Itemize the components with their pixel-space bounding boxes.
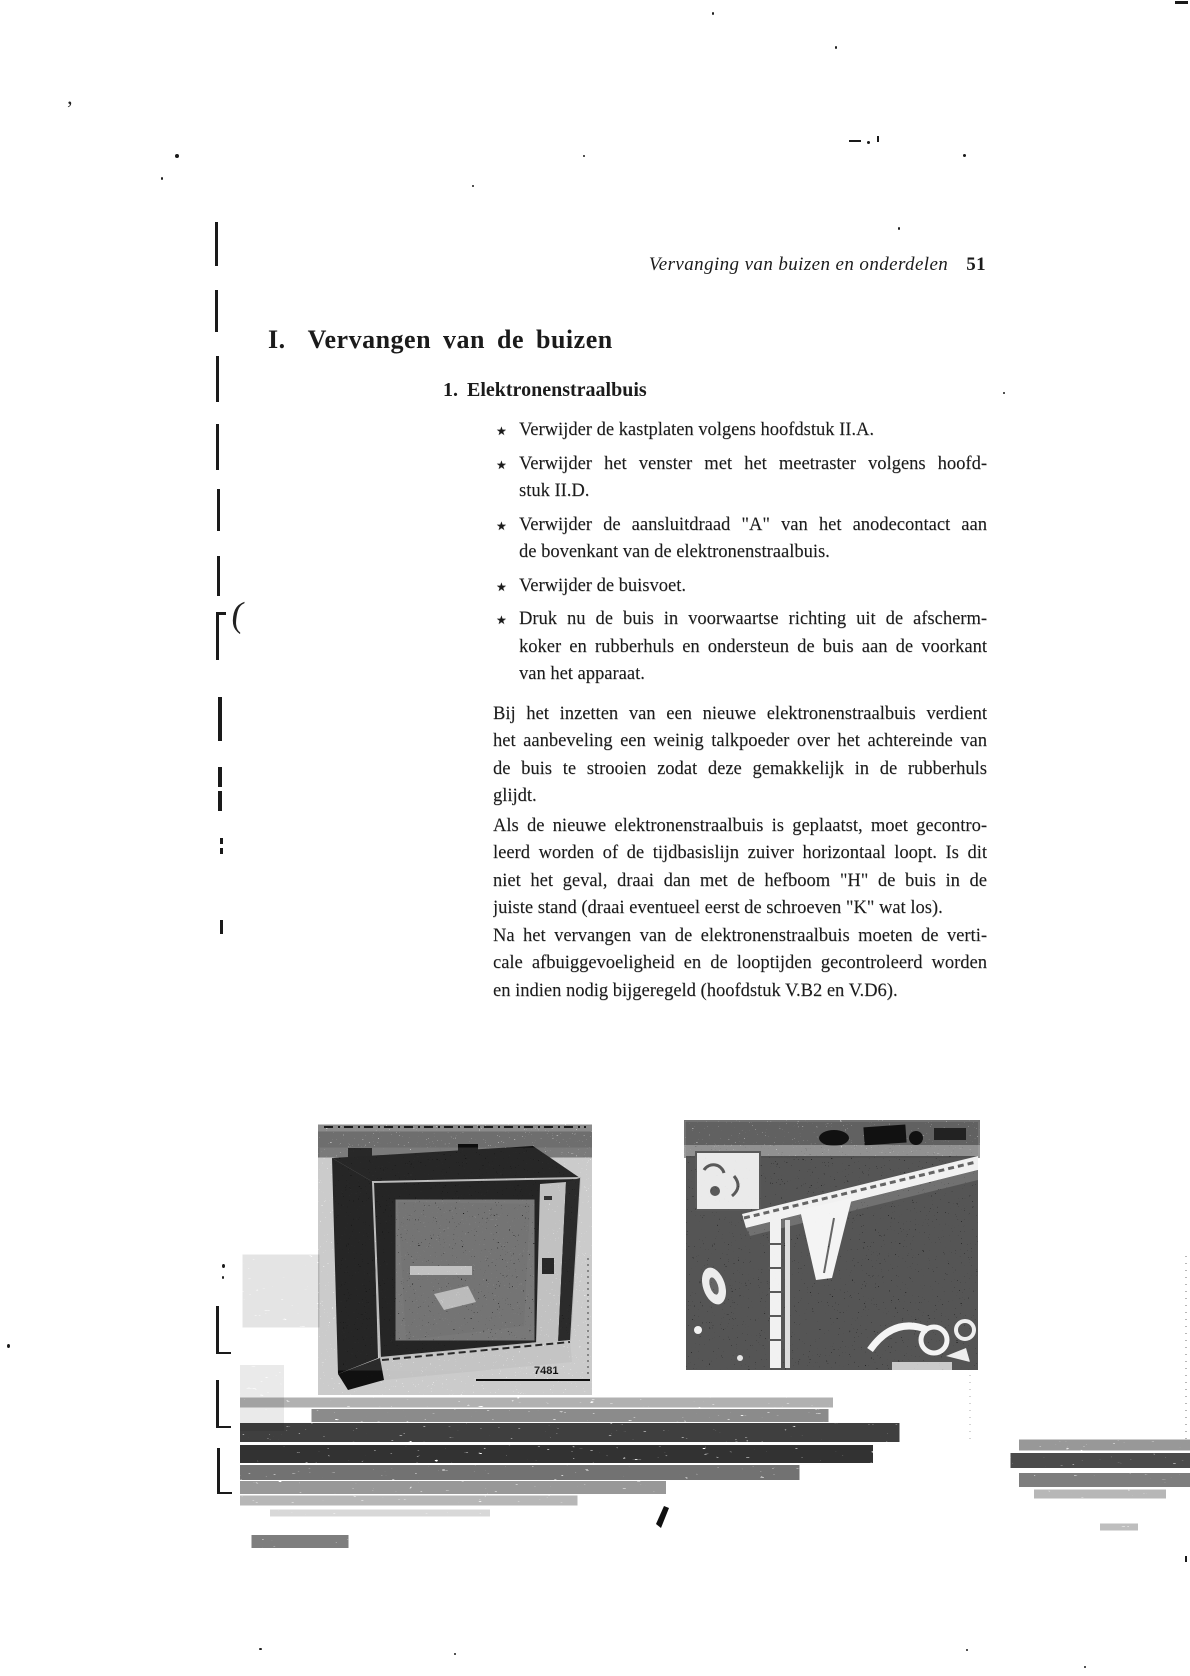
bullet-item [493, 512, 987, 567]
margin-tick [220, 920, 223, 934]
margin-bracket [216, 1380, 231, 1428]
text-line: niet het geval, draai dan met de hefboom "H" de buis in de [493, 870, 987, 891]
margin-dot [222, 1276, 224, 1279]
figure-caption: 7481 [534, 1365, 559, 1377]
margin-tick [216, 612, 219, 660]
text-line: Verwijder de kastplaten volgens hoofdstuk II.A. [519, 420, 875, 440]
subsection-title: Elektronenstraalbuis [467, 379, 647, 401]
text-line: leerd worden of de tijdbasislijn zuiver horizontaal loopt. Is dit [493, 843, 987, 863]
margin-tick [217, 556, 220, 596]
margin-tick [215, 290, 218, 332]
text-line: de buis te strooien zodat deze gemakkelijk in de rubberhuls [493, 758, 987, 779]
margin-tick [217, 489, 220, 531]
paragraph [493, 923, 987, 1006]
margin-bracket [216, 1306, 231, 1354]
scan-dash [849, 140, 861, 142]
margin-tick [216, 356, 219, 402]
illegible-caption-row [245, 1398, 805, 1407]
caption-noise-band [240, 1248, 1190, 1568]
illegible-caption-fragment [256, 1536, 344, 1547]
subsection-heading [443, 379, 647, 402]
running-header-title: Vervanging van buizen en onderdelen [648, 254, 949, 275]
scan-dot [259, 1648, 262, 1650]
illegible-caption-row [1028, 1440, 1190, 1450]
section-heading [268, 325, 613, 355]
scan-dot [835, 46, 837, 49]
illegible-caption-row [243, 1446, 843, 1462]
body-column [493, 417, 987, 1005]
bullet-item [493, 606, 987, 689]
text-line: het aanbeveling een weinig talkpoeder over het achtereinde van [493, 731, 987, 751]
text-line: Verwijder het venster met het meetraster volgens hoofd- [519, 453, 987, 474]
scan-dot [7, 1344, 10, 1348]
paragraph [493, 813, 987, 923]
scan-dot [898, 227, 900, 230]
text-line: Na het vervangen van de elektronenstraalbuis moeten de verti- [493, 925, 987, 946]
text-line: Druk nu de buis in voorwaartse richting uit de afscherm- [519, 609, 987, 629]
illegible-caption-row [1028, 1474, 1190, 1486]
scan-dot [963, 154, 966, 157]
subsection-number: 1. [443, 379, 458, 401]
section-numeral: I. [268, 325, 286, 354]
bullet-star-icon: ★ [496, 518, 507, 533]
margin-tick [216, 424, 219, 470]
scan-dot [1185, 1556, 1187, 1562]
bullet-star-icon: ★ [496, 457, 507, 472]
scan-dot [966, 1649, 968, 1651]
margin-tick [220, 838, 223, 844]
scan-dot [161, 177, 163, 180]
illegible-caption-row [1020, 1454, 1190, 1467]
text-line: cale afbuiggevoeligheid en de looptijden gecontroleerd worden [493, 953, 987, 973]
text-line: glijdt. [493, 786, 537, 806]
scan-dot [454, 1653, 456, 1655]
running-header [0, 254, 986, 276]
illegible-caption-row [243, 1466, 773, 1479]
section-title: Vervangen van de buizen [307, 325, 613, 354]
illegible-caption-row [252, 1496, 562, 1505]
margin-bracket [217, 1448, 232, 1494]
bullet-star-icon: ★ [496, 613, 507, 627]
paragraph [493, 701, 987, 811]
margin-tick [218, 767, 222, 787]
bullet-star-icon: ★ [496, 424, 507, 438]
margin-dot [222, 1264, 225, 1268]
margin-tick [216, 612, 226, 615]
margin-tick [215, 222, 218, 266]
margin-tick [218, 791, 222, 811]
text-line: Als de nieuwe elektronenstraalbuis is geplaatst, moet gecontro- [493, 815, 987, 836]
illegible-caption-row [335, 1410, 805, 1421]
text-line: stuk II.D. [519, 481, 590, 501]
apostrophe-scan-mark: ’ [66, 96, 74, 121]
text-line: en indien nodig bijgeregeld (hoofdstuk V.B2 en V.D6). [493, 980, 898, 1001]
text-line: Verwijder de buisvoet. [519, 575, 686, 596]
scan-dot [712, 12, 714, 15]
bullet-item [493, 417, 987, 445]
text-line: Verwijder de aansluitdraad "A" van het anodecontact aan [519, 514, 987, 535]
scan-dot [175, 154, 179, 158]
text-line: Bij het inzetten van een nieuwe elektronenstraalbuis verdient [493, 703, 987, 724]
text-line: van het apparaat. [519, 664, 645, 684]
scan-dot [867, 141, 870, 144]
paren-scan-mark: ( [229, 593, 247, 635]
illegible-caption-row [246, 1482, 646, 1493]
text-line: juiste stand (draai eventueel eerst de schroeven "K" wat los). [493, 898, 943, 918]
bullet-item [493, 451, 987, 506]
illegible-caption-row [243, 1424, 868, 1441]
scan-dot [1084, 1666, 1086, 1668]
bullet-star-icon: ★ [496, 579, 507, 594]
scan-dot [583, 155, 585, 157]
scan-smudge [1175, 1, 1188, 4]
margin-tick [218, 697, 222, 741]
text-line: de bovenkant van de elektronenstraalbuis. [519, 542, 830, 562]
page-number: 51 [966, 254, 986, 275]
margin-tick [220, 848, 223, 854]
scan-dot [1003, 392, 1005, 394]
scan-dot [877, 136, 879, 142]
bullet-item [493, 573, 987, 601]
text-line: koker en rubberhuls en ondersteun de buis aan de voorkant [519, 636, 987, 657]
scan-dot [472, 185, 474, 187]
ink-flag-mark [656, 1506, 669, 1528]
